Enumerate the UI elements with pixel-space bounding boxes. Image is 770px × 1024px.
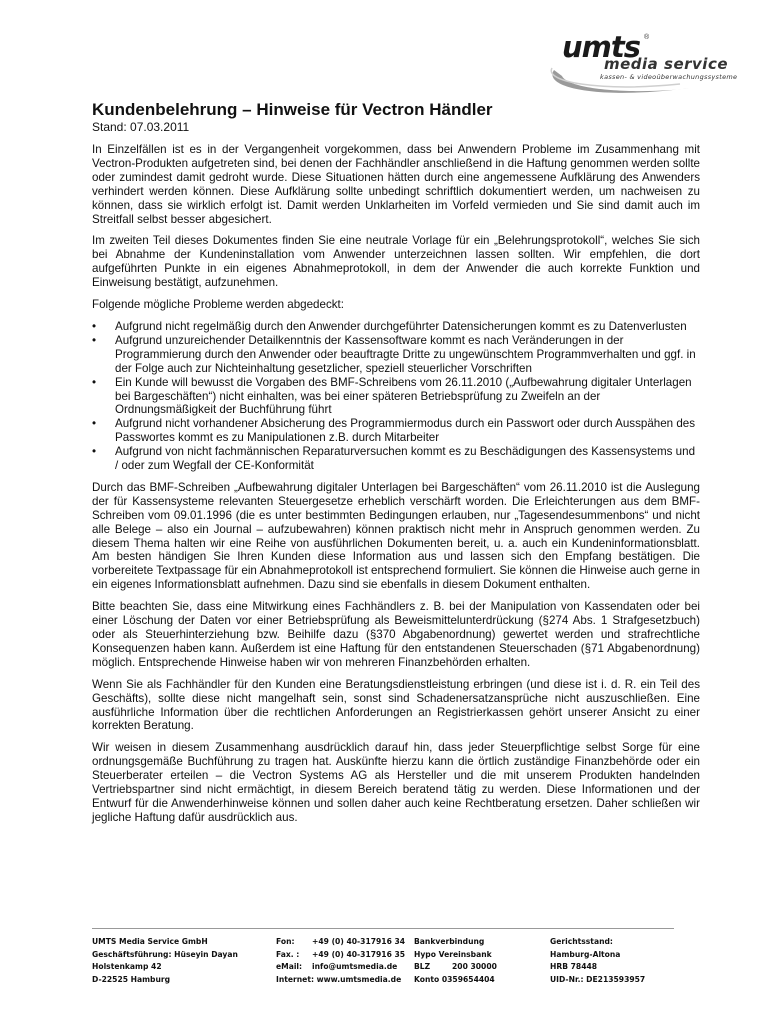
contact-internet [276, 974, 405, 987]
footer-company [92, 936, 238, 986]
bank-blz [414, 961, 497, 974]
contact-fax-value: +49 (0) 40-317916 35 [312, 949, 406, 959]
paragraph-problems-lead: Folgende mögliche Probleme werden abgedeckt: [92, 298, 344, 312]
list-item: • Aufgrund von nicht fachmännischen Reparaturversuchen kommt es zu Beschädigungen des Kassensystems und / oder zum Wegfall der CE-Konformität [92, 445, 700, 473]
company-management: Geschäftsführung: Hüseyin Dayan [92, 949, 238, 959]
bank-blz-value: 200 30000 [452, 962, 497, 972]
company-logo [540, 28, 740, 96]
company-street: Holstenkamp 42 [92, 962, 162, 972]
bank-name: Hypo Vereinsbank [414, 949, 492, 959]
footer-bank [414, 936, 497, 986]
contact-fax [276, 949, 405, 962]
footer-divider [92, 928, 674, 929]
paragraph-consulting: Wenn Sie als Fachhändler für den Kunden eine Beratungsdienstleistung erbringen (und diese ist i. d. R. ein Teil des Geschäfts), sollte diese nicht mangelhaft sein, sonst sind Schadenersatzansprüche nicht auszuschließen. Eine ausführliche Information über die rechtlichen Anforderungen an Registrierkassen gehört unserer Ansicht zu einer korrekten Beratung. [92, 677, 700, 733]
logo-wordmark: umts [562, 30, 640, 64]
list-item: • Aufgrund unzureichender Detailkenntnis der Kassensoftware kommt es nach Veränderungen in der Programmierung durch den Anwender oder beauftragte Dritte zu ungewünschtem Programmverhalten und ggf. in der Folge auch zur Nichteinhaltung gesetzlicher, speziell steuerlicher Vorschriften [92, 334, 700, 376]
logo-tagline: kassen- & videoüberwachungssysteme [600, 73, 738, 81]
list-item: • Aufgrund nicht regelmäßig durch den Anwender durchgeführter Datensicherungen kommt es zu Datenverlusten [92, 320, 700, 334]
bank-heading: Bankverbindung [414, 937, 485, 946]
court-heading: Gerichtsstand: [550, 937, 613, 946]
logo-registered-mark: ® [644, 34, 650, 41]
bank-blz-label: BLZ [414, 962, 431, 972]
document-body [92, 100, 700, 833]
court-place: Hamburg-Altona [550, 949, 621, 959]
contact-email [276, 961, 405, 974]
paragraph-disclaimer: Wir weisen in diesem Zusammenhang ausdrücklich darauf hin, dass jeder Steuerpflichtige selbst Sorge für eine ordnungsgemäße Buchführung zu tragen hat. Auskünfte hierzu kann die örtlich zuständige Finanzbehörde oder ein Steuerberater erteilen – die Vectron Systems AG als Hersteller und die mit unserem Produkten handelnden Vertriebspartner sind nicht ermächtigt, in diesem Bereich beratend tätig zu werden. Diese Informationen und der Entwurf für die Anwenderhinweise können und sollen daher auch keine Rechtberatung ersetzen. Daher schließen wir jegliche Haftung dafür ausdrücklich aus. [92, 741, 700, 824]
footer-court [550, 936, 645, 986]
paragraph-intro: In Einzelfällen ist es in der Vergangenheit vorgekommen, dass bei Anwendern Probleme im Zusammenhang mit Vectron-Produkten aufgetreten sind, bei denen der Fachhändler anschließend in die Haftung genommen werden sollte oder zumindest damit gedroht wurde. Diese Situationen hätten durch eine angemessene Aufklärung des Anwenders verhindert werden können. Diese Aufklärung sollte unbedingt schriftlich dokumentiert werden, um nachweisen zu können, dass sie wirklich erfolgt ist. Damit werden Unklarheiten im Vorfeld vermieden und Sie sind damit auch im Streitfall selbst besser abgesichert. [92, 143, 700, 226]
contact-internet-value[interactable]: www.umtsmedia.de [316, 974, 402, 984]
contact-phone-label: Fon: [276, 937, 295, 946]
footer-contact [276, 936, 405, 986]
company-name: UMTS Media Service GmbH [92, 937, 208, 946]
paragraph-bmf: Durch das BMF-Schreiben „Aufbewahrung digitaler Unterlagen bei Bargeschäften“ vom 26.11.2010 ist die Auslegung der für Kassensysteme relevanten Steuergesetze erheblich verschärft worden. Die Erleichterungen aus dem BMF-Schreiben vom 09.01.1996 (die es unter bestimmten Bedingungen erlauben, nur „Tagesendesummenbons“ und nicht alle Belege – also ein Journal – aufzubewahren) können praktisch nicht mehr in Anspruch genommen werden. Zu diesem Thema halten wir eine Reihe von ausführlichen Dokumenten bereit, u. a. auch ein Kundeninformationsblatt. Am besten händigen Sie Ihren Kunden diese Information aus und lassen sich den Empfang bestätigen. Die vorbereitete Textpassage für ein Abnahmeprotokoll ist entsprechend formuliert. Sie können die Hinweise auch gerne in ein eigenes Informationsblatt aufnehmen. Dazu sind sie ebenfalls in diesem Dokument enthalten. [92, 480, 700, 592]
list-item: • Ein Kunde will bewusst die Vorgaben des BMF-Schreibens vom 26.11.2010 („Aufbewahrung digitaler Unterlagen bei Bargeschäften“) nicht einhalten, was bei einer späteren Betriebsprüfung zu Zweifeln an der Ordnungsmäßigkeit der Buchführung führt [92, 376, 700, 418]
document-date: Stand: 07.03.2011 [92, 120, 190, 134]
logo-subtitle: media service [604, 55, 729, 73]
court-vat: UID-Nr.: DE213593957 [550, 974, 646, 984]
bank-account: Konto 0359654404 [414, 974, 495, 984]
paragraph-liability: Bitte beachten Sie, dass eine Mitwirkung eines Fachhändlers z. B. bei der Manipulation von Kassendaten oder bei einer Löschung der Daten vor einer Betriebsprüfung als Beweismittelunterdrückung (§274 Abs. 1 Strafgesetzbuch) oder als Steuerhinterziehung bzw. Beihilfe dazu (§370 Abgabenordnung) gewertet werden und strafrechtliche Konsequenzen haben kann. Außerdem ist eine Haftung für den entstandenen Steuerschaden (§71 Abgabenordnung) möglich. Entsprechende Hinweise haben wir von mehreren Finanzbehörden erhalten. [92, 600, 700, 669]
list-item: • Aufgrund nicht vorhandener Absicherung des Programmiermodus durch ein Passwort oder durch Ausspähen des Passwortes kommt es zu Manipulationen z.B. durch Mitarbeiter [92, 417, 700, 445]
contact-phone [276, 936, 405, 949]
contact-email-value[interactable]: info@umtsmedia.de [312, 962, 398, 972]
court-hrb: HRB 78448 [550, 962, 598, 972]
contact-internet-label: Internet: [276, 974, 314, 984]
contact-fax-label: Fax. : [276, 949, 300, 959]
document-title: Kundenbelehrung – Hinweise für Vectron Händler [92, 100, 493, 119]
contact-phone-value: +49 (0) 40-317916 34 [312, 937, 406, 946]
company-city: D-22525 Hamburg [92, 974, 171, 984]
contact-email-label: eMail: [276, 962, 303, 972]
paragraph-second-part: Im zweiten Teil dieses Dokumentes finden Sie eine neutrale Vorlage für ein „Belehrungsprotokoll“, welches Sie sich bei Abnahme der Kundeninstallation vom Anwender unterzeichnen lassen sollten. Wir empfehlen, die dort aufgeführten Punkte in ein eigenes Abnahmeprotokoll, in dem der Anwender die auch korrekte Funktion und Einweisung bestätigt, aufzunehmen. [92, 234, 700, 290]
problem-list [92, 320, 700, 473]
